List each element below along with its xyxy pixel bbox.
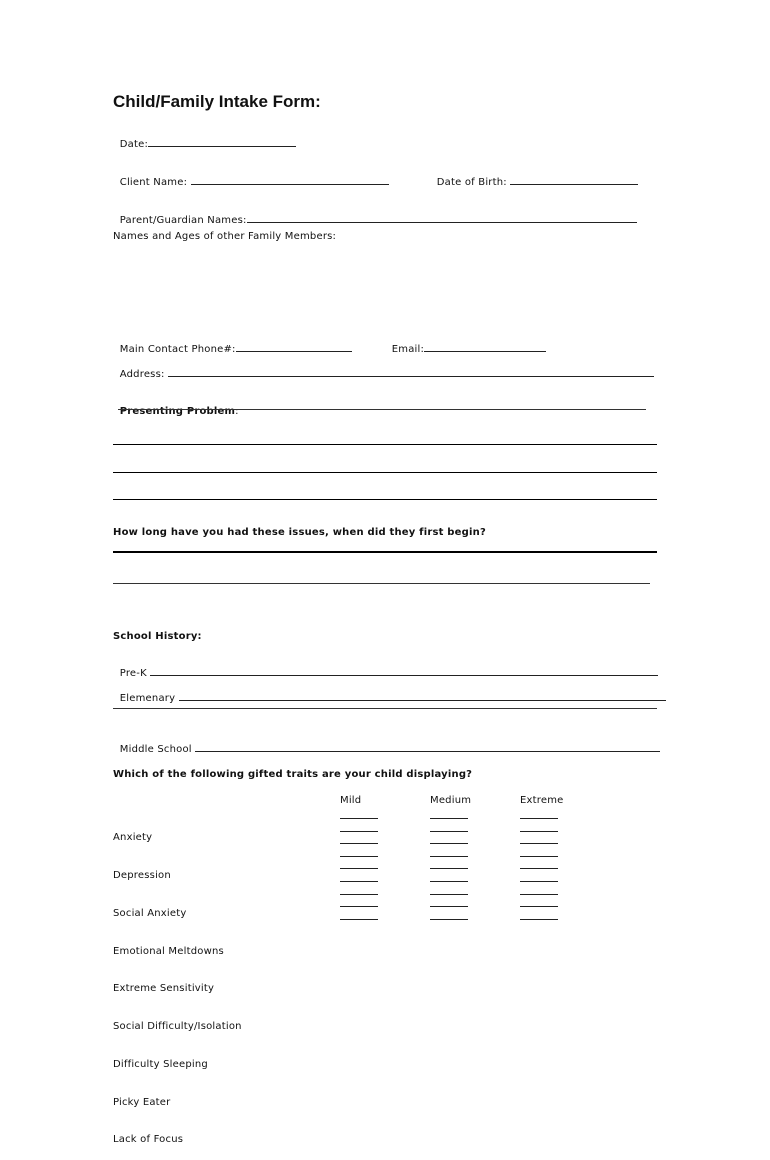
- trait-rating-extreme[interactable]: [520, 894, 558, 895]
- trait-rating-mild[interactable]: [340, 856, 378, 857]
- trait-rating-extreme[interactable]: [520, 831, 558, 832]
- trait-anxiety: Anxiety: [113, 832, 153, 844]
- elementary-extra-line[interactable]: [113, 708, 657, 709]
- elementary-field[interactable]: [179, 692, 666, 701]
- address-field[interactable]: [168, 368, 654, 377]
- family-members-label: Names and Ages of other Family Members:: [113, 231, 337, 242]
- elementary-label: Elemenary: [119, 693, 176, 704]
- email-row: [385, 332, 546, 355]
- traits-list: [113, 807, 242, 1160]
- trait-picky-eater: Picky Eater: [113, 1096, 171, 1108]
- middle-school-field[interactable]: [195, 743, 660, 752]
- column-extreme: Extreme: [520, 795, 564, 806]
- issues-answer-line-2[interactable]: [113, 583, 650, 584]
- presenting-problem-line-2[interactable]: [113, 444, 657, 445]
- prek-label: Pre-K: [119, 668, 147, 679]
- school-history-heading: School History:: [113, 631, 202, 642]
- traits-question: Which of the following gifted traits are your child displaying?: [113, 769, 473, 780]
- elementary-row: [113, 681, 666, 704]
- parent-names-label: Parent/Guardian Names:: [119, 215, 247, 226]
- trait-rating-mild[interactable]: [340, 818, 378, 819]
- trait-rating-mild[interactable]: [340, 868, 378, 869]
- trait-rating-extreme[interactable]: [520, 856, 558, 857]
- address-label: Address:: [119, 369, 165, 380]
- column-medium: Medium: [430, 795, 472, 806]
- presenting-problem-label: Presenting Problem: [119, 406, 236, 417]
- prek-field[interactable]: [150, 667, 658, 676]
- address-row: [113, 357, 654, 380]
- dob-label: Date of Birth:: [436, 177, 507, 188]
- presenting-problem-line-3[interactable]: [113, 472, 657, 473]
- parent-names-field[interactable]: [247, 214, 637, 223]
- middle-school-row: [113, 732, 660, 755]
- dob-field[interactable]: [510, 176, 638, 185]
- issues-answer-line-1[interactable]: [113, 551, 657, 553]
- trait-rating-medium[interactable]: [430, 818, 468, 819]
- trait-rating-medium[interactable]: [430, 868, 468, 869]
- trait-rating-medium[interactable]: [430, 843, 468, 844]
- trait-emotional-meltdowns: Emotional Meltdowns: [113, 945, 224, 957]
- trait-rating-extreme[interactable]: [520, 919, 558, 920]
- trait-rating-extreme[interactable]: [520, 906, 558, 907]
- trait-rating-extreme[interactable]: [520, 818, 558, 819]
- date-row: [113, 127, 296, 150]
- trait-rating-medium[interactable]: [430, 919, 468, 920]
- trait-rating-mild[interactable]: [340, 919, 378, 920]
- trait-rating-medium[interactable]: [430, 906, 468, 907]
- form-title: Child/Family Intake Form:: [113, 92, 321, 111]
- presenting-problem-colon: :: [235, 406, 239, 417]
- email-field[interactable]: [424, 343, 546, 352]
- trait-rating-extreme[interactable]: [520, 881, 558, 882]
- trait-rating-medium[interactable]: [430, 881, 468, 882]
- presenting-problem-heading: [113, 395, 239, 417]
- dob-row: [430, 165, 638, 188]
- prek-row: [113, 656, 658, 679]
- trait-extreme-sensitivity: Extreme Sensitivity: [113, 983, 215, 995]
- issues-question: How long have you had these issues, when did they first begin?: [113, 527, 486, 538]
- trait-rating-medium[interactable]: [430, 856, 468, 857]
- phone-field[interactable]: [236, 343, 352, 352]
- phone-row: [113, 332, 352, 355]
- parent-names-row: [113, 203, 637, 226]
- trait-rating-medium[interactable]: [430, 894, 468, 895]
- trait-rating-mild[interactable]: [340, 843, 378, 844]
- presenting-problem-line-4[interactable]: [113, 499, 657, 500]
- trait-lack-of-focus: Lack of Focus: [113, 1134, 184, 1146]
- trait-rating-medium[interactable]: [430, 831, 468, 832]
- client-name-label: Client Name:: [119, 177, 188, 188]
- trait-depression: Depression: [113, 869, 171, 881]
- client-name-row: [113, 165, 389, 188]
- middle-school-label: Middle School: [119, 744, 192, 755]
- trait-rating-extreme[interactable]: [520, 868, 558, 869]
- date-field[interactable]: [148, 138, 296, 147]
- phone-label: Main Contact Phone#:: [119, 344, 236, 355]
- trait-social-difficulty: Social Difficulty/Isolation: [113, 1021, 242, 1033]
- trait-rating-extreme[interactable]: [520, 843, 558, 844]
- column-mild: Mild: [340, 795, 362, 806]
- trait-rating-mild[interactable]: [340, 831, 378, 832]
- trait-social-anxiety: Social Anxiety: [113, 907, 187, 919]
- date-label: Date:: [119, 139, 149, 150]
- family-members-area[interactable]: [113, 248, 657, 318]
- email-label: Email:: [391, 344, 425, 355]
- trait-rating-mild[interactable]: [340, 894, 378, 895]
- trait-rating-mild[interactable]: [340, 906, 378, 907]
- presenting-problem-line-1[interactable]: [118, 409, 646, 410]
- trait-rating-mild[interactable]: [340, 881, 378, 882]
- client-name-field[interactable]: [191, 176, 389, 185]
- trait-difficulty-sleeping: Difficulty Sleeping: [113, 1058, 208, 1070]
